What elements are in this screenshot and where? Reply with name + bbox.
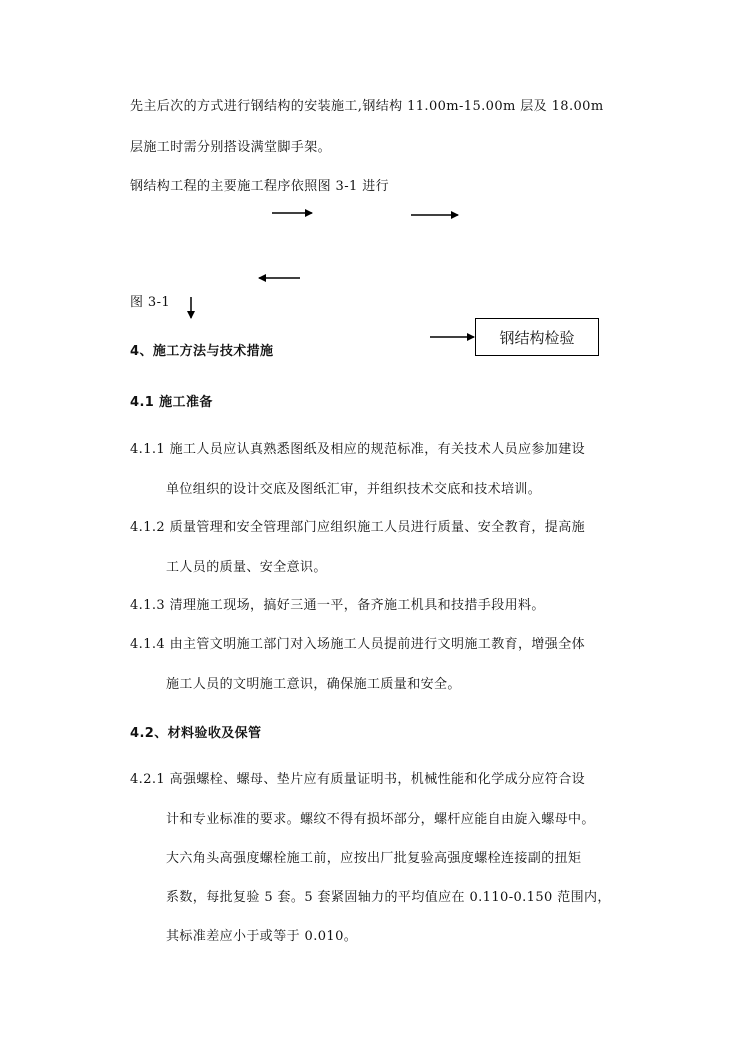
intro-line-1: 先主后次的方式进行钢结构的安装施工,钢结构 11.00m-15.00m 层及 18.00m [130,99,604,114]
item-4-1-2-line-1: 4.1.2 质量管理和安全管理部门应组织施工人员进行质量、安全教育，提高施 [130,520,586,535]
flow-box-steel-inspection: 钢结构检验 [475,318,599,356]
item-4-1-1-line-2: 单位组织的设计交底及图纸汇审，并组织技术交底和技术培训。 [166,482,542,497]
item-4-1-2-line-2: 工人员的质量、安全意识。 [166,560,327,575]
intro-line-3: 钢结构工程的主要施工程序依照图 3-1 进行 [130,179,389,194]
section-4-title: 4、施工方法与技术措施 [130,344,274,359]
item-4-1-3-line-1: 4.1.3 清理施工现场，搞好三通一平，备齐施工机具和技措手段用料。 [130,598,545,613]
intro-line-2: 层施工时需分别搭设满堂脚手架。 [130,140,332,155]
item-4-2-1-line-1: 4.2.1 高强螺栓、螺母、垫片应有质量证明书，机械性能和化学成分应符合设 [130,772,586,787]
section-4-1-title: 4.1 施工准备 [130,395,213,410]
item-4-2-1-line-2: 计和专业标准的要求。螺纹不得有损坏部分，螺杆应能自由旋入螺母中。 [166,812,595,827]
item-4-1-4-line-1: 4.1.4 由主管文明施工部门对入场施工人员提前进行文明施工教育，增强全体 [130,637,586,652]
figure-label: 图 3-1 [130,295,171,310]
item-4-1-1-line-1: 4.1.1 施工人员应认真熟悉图纸及相应的规范标准，有关技术人员应参加建设 [130,442,586,457]
item-4-2-1-line-3: 大六角头高强度螺栓施工前，应按出厂批复验高强度螺栓连接副的扭矩 [166,851,582,866]
item-4-1-4-line-2: 施工人员的文明施工意识，确保施工质量和安全。 [166,677,461,692]
item-4-2-1-line-4: 系数，每批复验 5 套。5 套紧固轴力的平均值应在 0.110-0.150 范围内， [166,890,611,905]
section-4-2-title: 4.2、材料验收及保管 [130,726,262,741]
item-4-2-1-line-5: 其标准差应小于或等于 0.010。 [166,929,358,944]
